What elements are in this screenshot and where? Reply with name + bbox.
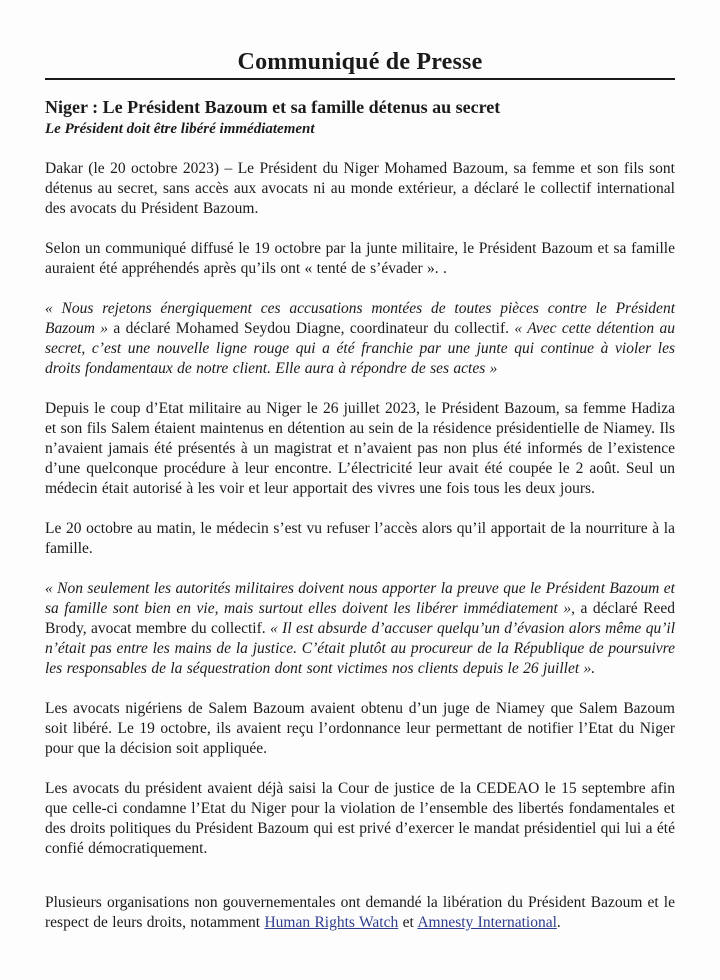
paragraph [45, 299, 675, 379]
human-rights-watch-link[interactable]: Human Rights Watch [264, 914, 399, 931]
quote-run: « Il est absurde d’accuser quelqu’un d’évasion alors même qu’il n’était pas entre les mains de la justice. C’était plutôt au procureur de la République de poursuivre les responsables de la séquestration dont sont victimes nos clients depuis le 26 juillet ». [45, 620, 675, 677]
document-body [45, 159, 675, 933]
paragraph [45, 239, 675, 279]
text-run: Les avocats nigériens de Salem Bazoum avaient obtenu d’un juge de Niamey que Salem Bazoum soit libéré. Le 19 octobre, ils avaient reçu l’ordonnance leur permettant de notifier l’Etat du Niger pour que la décision soit appliquée. [45, 700, 675, 757]
document-title: Communiqué de Presse [237, 49, 483, 75]
text-run: Dakar (le 20 octobre 2023) – Le Président du Niger Mohamed Bazoum, sa femme et son fils sont détenus au secret, sans accès aux avocats ni au monde extérieur, a déclaré le collectif international des avocats du Président Bazoum. [45, 160, 675, 217]
paragraph [45, 893, 675, 933]
text-run: Le 20 octobre au matin, le médecin s’est vu refuser l’accès alors qu’il apportait de la nourriture à la famille. [45, 520, 675, 557]
text-run: , a déclaré Reed Brody, avocat membre du collectif. [45, 600, 676, 637]
text-run: et [398, 914, 418, 931]
quote-run: « Avec cette détention au secret, c’est une nouvelle ligne rouge qui a été franchie par une junte qui continue à violer les droits fondamentaux de notre client. Elle aura à répondre de ses actes » [45, 320, 676, 377]
text-run: Depuis le coup d’Etat militaire au Niger le 26 juillet 2023, le Président Bazoum, sa femme Hadiza et son fils Salem étaient maintenus en détention au sein de la résidence présidentielle de Niamey. Ils n’avaient jamais été présentés à un magistrat et n’avaient pas non plus été informés de l’existence d’une quelconque procédure à leur encontre. L’électricité leur avait été coupée le 2 août. Seul un médecin était autorisé à les voir et leur apportait des vivres une fois tous les deux jours. [45, 400, 675, 497]
text-run: Selon un communiqué diffusé le 19 octobre par la junte militaire, le Président Bazoum et sa famille auraient été appréhendés après qu’ils ont « tenté de s’évader ». . [45, 240, 675, 277]
title-underline-rule [45, 78, 675, 80]
paragraph [45, 159, 675, 219]
text-run: Les avocats du président avaient déjà saisi la Cour de justice de la CEDEAO le 15 septembre afin que celle-ci condamne l’Etat du Niger pour la violation de l’ensemble des libertés fondamentales et des droits politiques du Président Bazoum qui est privé d’exercer le mandat présidentiel qui lui a été confié démocratiquement. [45, 780, 675, 857]
subheadline: Le Président doit être libéré immédiatement [45, 121, 315, 137]
quote-run: « Non seulement les autorités militaires doivent nous apporter la preuve que le Président Bazoum et sa famille sont bien en vie, mais surtout elles doivent les libérer immédiatement » [45, 580, 675, 617]
amnesty-international-link[interactable]: Amnesty International [417, 914, 557, 931]
paragraph [45, 519, 675, 559]
paragraph [45, 699, 675, 759]
headline: Niger : Le Président Bazoum et sa famille détenus au secret [45, 97, 501, 117]
text-run: . [556, 914, 561, 931]
paragraph [45, 579, 675, 679]
text-run: a déclaré Mohamed Seydou Diagne, coordinateur du collectif. [108, 320, 515, 337]
paragraph [45, 399, 675, 499]
text-run: Plusieurs organisations non gouvernementales ont demandé la libération du Président Bazoum et le respect de leurs droits, notamment [45, 894, 675, 931]
quote-run: « Nous rejetons énergiquement ces accusations montées de toutes pièces contre le Président Bazoum » [45, 300, 675, 337]
paragraph [45, 779, 675, 859]
